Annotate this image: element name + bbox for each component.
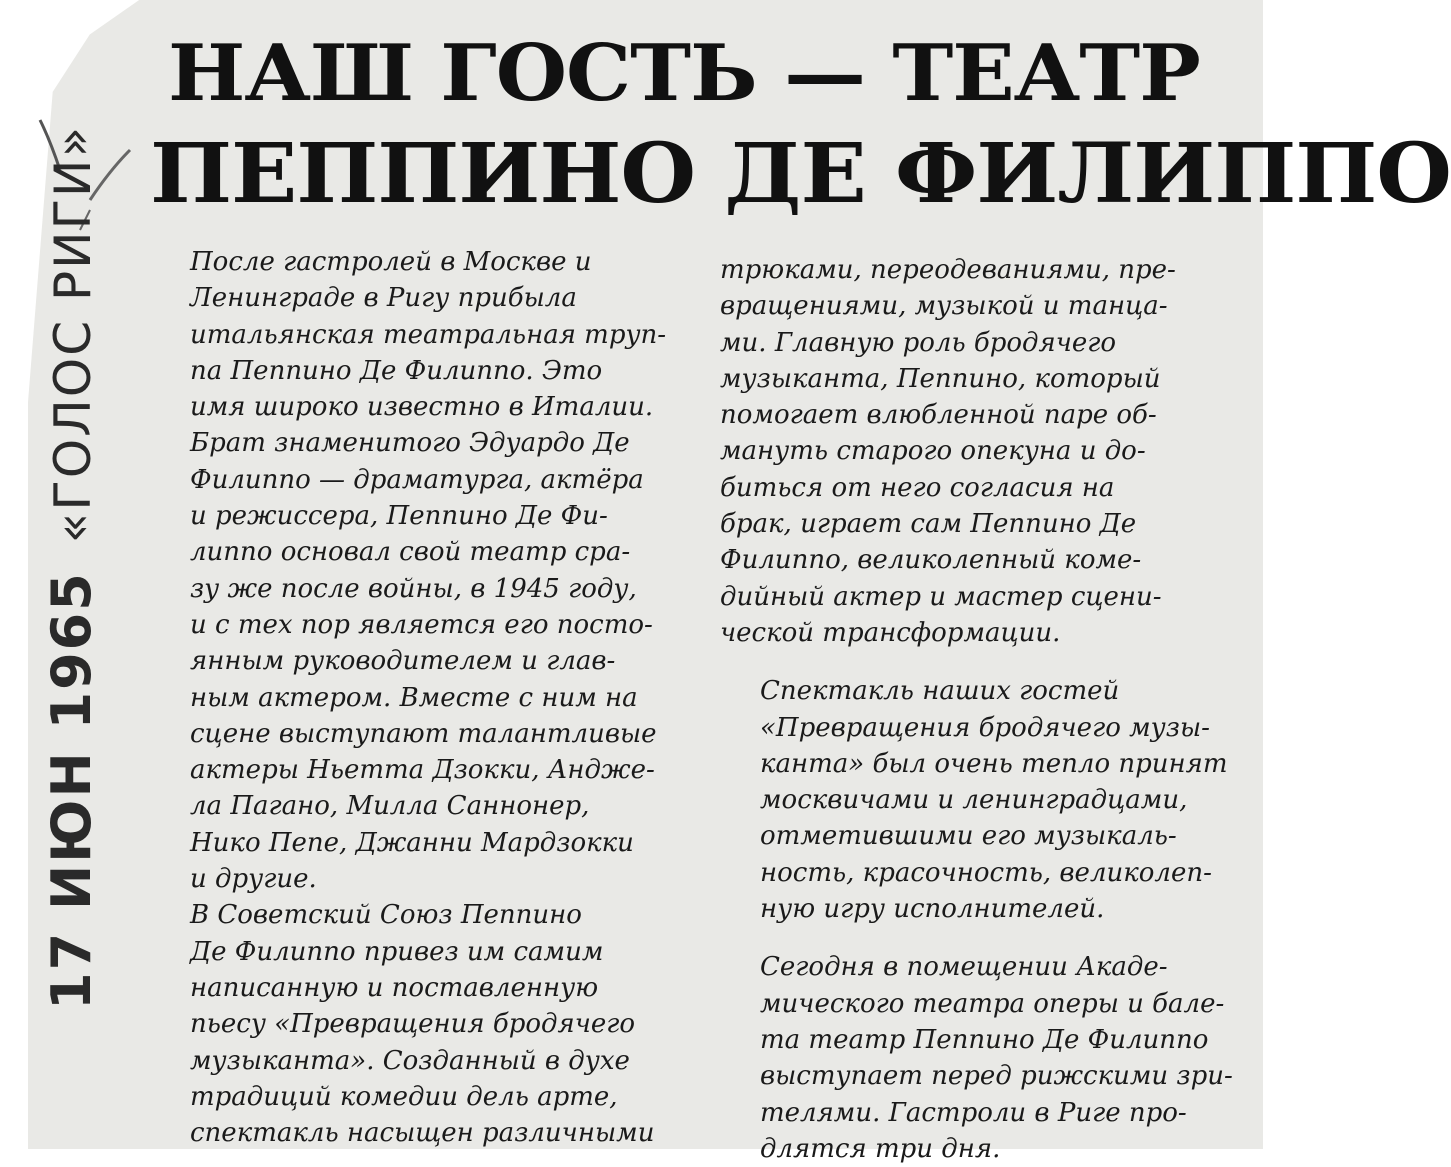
text-line: длятся три дня.: [760, 1133, 1001, 1164]
paragraph: [150, 897, 670, 1151]
text-line: мануть старого опекуна и до-: [720, 436, 1146, 467]
paragraph: [720, 949, 1250, 1167]
text-line: янным руководителем и глав-: [190, 646, 616, 677]
text-line: Спектакль наших гостей: [760, 676, 1120, 707]
text-line: ческой трансформации.: [720, 617, 1061, 648]
stamp-date: 17 ИЮН 1965: [40, 571, 103, 1010]
text-line: спектакль насыщен различными: [190, 1118, 655, 1149]
text-line: та театр Пеппино Де Филиппо: [760, 1024, 1209, 1055]
paragraph: [150, 244, 670, 897]
page-margin: [0, 0, 30, 1149]
text-line: па Пеппино Де Филиппо. Это: [190, 355, 603, 386]
paragraph: [720, 673, 1250, 927]
text-line: После гастролей в Москве и: [190, 247, 592, 277]
text-line: ми. Главную роль бродячего: [720, 327, 1117, 358]
text-line: сцене выступают талантливые: [190, 718, 657, 749]
text-line: Филиппо, великолепный коме-: [720, 545, 1142, 576]
text-line: и с тех пор является его посто-: [190, 609, 653, 640]
text-line: В Советский Союз Пеппино: [190, 900, 582, 931]
text-line: Де Филиппо привез им самим: [190, 936, 604, 967]
text-line: брак, играет сам Пеппино Де: [720, 509, 1137, 540]
headline-line-1: НАШ ГОСТЬ — ТЕАТР: [168, 28, 1200, 119]
text-line: музыканта». Созданный в духе: [190, 1045, 630, 1076]
text-line: биться от него согласия на: [720, 472, 1115, 503]
stamp-source: «ГОЛОС РИГИ»: [44, 124, 102, 544]
text-line: ла Пагано, Милла Саннонер,: [190, 791, 590, 822]
text-line: пьесу «Превращения бродячего: [190, 1009, 636, 1040]
text-line: Сегодня в помещении Акаде-: [760, 952, 1168, 983]
article-column-2: [720, 252, 1250, 1167]
text-line: липпо основал свой театр сра-: [190, 537, 631, 568]
text-line: выступает перед рижскими зри-: [760, 1061, 1233, 1092]
text-line: и другие.: [190, 864, 317, 895]
text-line: отметившими его музыкаль-: [760, 821, 1177, 852]
text-line: «Превращения бродячего музы-: [760, 712, 1210, 743]
paragraph: [720, 252, 1250, 651]
headline-line-2: ПЕППИНО ДЕ ФИЛИППО: [150, 126, 1451, 222]
text-line: трюками, переодеваниями, пре-: [720, 255, 1176, 285]
date-stamp: [40, 125, 103, 1010]
text-line: имя широко известно в Италии.: [190, 392, 654, 423]
text-line: написанную и поставленную: [190, 972, 599, 1003]
text-line: Брат знаменитого Эдуардо Де: [190, 428, 630, 459]
text-line: традиций комедии дель арте,: [190, 1081, 618, 1112]
article-column-1: [150, 244, 670, 1151]
text-line: ность, красочность, великолеп-: [760, 857, 1212, 888]
text-line: канта» был очень тепло принят: [760, 748, 1228, 779]
text-line: москвичами и ленинградцами,: [760, 785, 1188, 816]
text-line: Ленинграде в Ригу прибыла: [190, 283, 577, 314]
text-line: дийный актер и мастер сцени-: [720, 581, 1162, 612]
text-line: итальянская театральная труп-: [190, 319, 667, 350]
text-line: телями. Гастроли в Риге про-: [760, 1097, 1187, 1128]
text-line: ную игру исполнителей.: [760, 894, 1105, 925]
text-line: помогает влюбленной паре об-: [720, 400, 1157, 431]
text-line: мического театра оперы и бале-: [760, 988, 1225, 1019]
text-line: ным актером. Вместе с ним на: [190, 682, 638, 713]
text-line: музыканта, Пеппино, который: [720, 363, 1161, 394]
text-line: Филиппо — драматурга, актёра: [190, 464, 644, 495]
text-line: Нико Пепе, Джанни Мардзокки: [190, 827, 634, 858]
text-line: зу же после войны, в 1945 году,: [190, 573, 637, 604]
text-line: вращениями, музыкой и танца-: [720, 291, 1168, 322]
text-line: актеры Ньетта Дзокки, Андже-: [190, 755, 655, 786]
text-line: и режиссера, Пеппино Де Фи-: [190, 501, 608, 532]
